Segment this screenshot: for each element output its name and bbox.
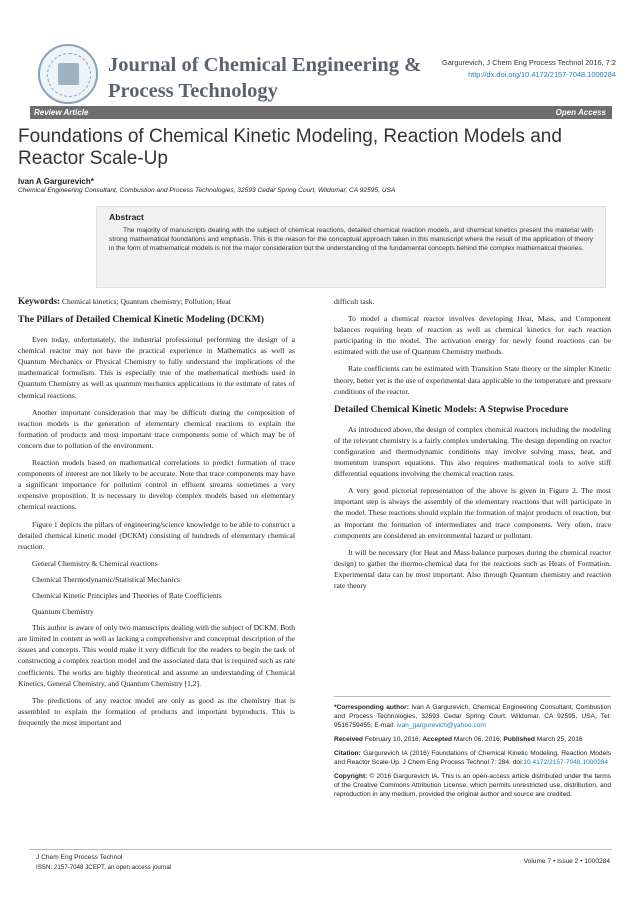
left-column [18, 296, 295, 734]
author-affiliation: Chemical Engineering Consultant, Combustion and Process Technologies, 32593 Cedar Spring Court, Wildomar, CA 92595, USA [18, 187, 396, 194]
article-type-bar [30, 106, 612, 119]
footer-divider [30, 849, 612, 850]
paragraph: It will be necessary (for Heat and Mass balance purposes during the chemical reactor design) to gather the thermo-chemical data for the reactions such as Heats of Formation. Experimental data can be most important. Also through Quantum chemistry and reaction rate theory [334, 547, 611, 590]
header-doi-link[interactable]: http://dx.doi.org/10.4172/2157-7048.1000284 [468, 70, 616, 79]
list-item: Chemical Kinetic Principles and Theories of Rate Coefficients [32, 590, 222, 600]
copyright: Copyright: © 2016 Gargurevich IA. This is an open-access article distributed under the terms of the Creative Commons Attribution License, which permits unrestricted use, distribution, and reproduction in any medium, provided the original author and source are credited. [334, 773, 611, 798]
journal-title[interactable]: Journal of Chemical Engineering & Process Technology [108, 54, 422, 102]
paragraph: difficult task. [334, 297, 375, 306]
paragraph: Even today, unfortunately, the industrial professional performing the design of a chemical reactor may not have the practical experience in Mathematics as well as Quantum Mechanics or Physical Chemistry to fully understand the implications of the mathematical formulism. This is especially true of the mathematical methods used in Quantum Chemistry as well as quantum mechanics applications to the estimate of rates of chemical reactions. [18, 335, 295, 400]
right-column [334, 296, 611, 597]
article-info-box [334, 696, 611, 804]
paragraph: A very good pictorial representation of the above is given in Figure 2. The most important step is always the assembly of the elementary reactions that will participate in the model. These reactions should explain the formation of major products of reaction, but as important the formation of intermediates and trace components. Very often, trace components are considered an environmental hazard or pollutant. [334, 486, 611, 540]
keywords-text: Chemical kinetics; Quantum chemistry; Pollution; Heat [61, 297, 231, 306]
section-heading-stepwise: Detailed Chemical Kinetic Models: A Stepwise Procedure [334, 403, 569, 415]
footer-volume: Volume 7 • Issue 2 • 1000284 [523, 858, 610, 865]
paragraph: Reaction models based on mathematical correlations to predict formation of trace components of interest are not likely to be accurate. Note that trace components may have a significant importance for pollution control in effluent streams sometimes a very expensive proposition. It is necessary to develop complex models based on elementary chemical reactions. [18, 458, 295, 512]
article-title: Foundations of Chemical Kinetic Modeling, Reaction Models and Reactor Scale-Up [18, 126, 562, 169]
abstract-text: The majority of manuscripts dealing with the subject of chemical reactions, detailed chemical reaction models, and chemical kinetics present the material with strong mathematical foundations and emphasis. This is the reason for the conceptual approach taken in this manuscript where the result of the application of theory in the form of mathematical models is not the major consideration but the understanding of the fundamental concepts behind the complex mathematical theories. [109, 227, 593, 253]
footer-journal: J Chem Eng Process Technol [36, 854, 123, 861]
keywords [18, 296, 295, 307]
author-name: Ivan A Gargurevich* [18, 177, 94, 186]
open-access-label: Open Access [555, 108, 606, 117]
section-heading-pillars: The Pillars of Detailed Chemical Kinetic Modeling (DCKM) [18, 314, 264, 326]
paragraph: Figure 1 depicts the pillars of engineering/science knowledge to be able to construct a detailed chemical kinetic model (DCKM) consisting of hundreds of elementary chemical reaction. [18, 519, 295, 551]
paragraph: The predictions of any reactor model are only as good as the chemistry that is assembled to explain the formation of products and important byproducts. This is frequently the most important and [18, 695, 295, 727]
list-item: Quantum Chemistry [32, 607, 94, 617]
paragraph: To model a chemical reactor involves developing Heat, Mass, and Component balances requiring heats of reaction as well as chemical kinetics for each reaction participating in the model. The activation energy for newly found reactions can be estimated with the use of Quantum Chemistry methods. [334, 314, 611, 357]
corresponding-author: *Corresponding author: Ivan A Gargurevich, Chemical Engineering Consultant, Combustion and Process Technologies, 32593 Cedar Spring Court, Wildomar, CA 92595, USA, Tel: 9516759455; E-mail: ivan_gargurevich@yahoo.com [334, 704, 611, 729]
email-link[interactable]: ivan_gargurevich@yahoo.com [396, 722, 486, 729]
abstract-heading: Abstract [109, 212, 144, 222]
list-item: General Chemistry & Chemical reactions [32, 558, 158, 568]
citation-doi-link[interactable]: 10.4172/2157-7048.1000284 [523, 759, 609, 766]
journal-logo [38, 44, 98, 104]
header-citation: Gargurevich, J Chem Eng Process Technol 2016, 7:2 [441, 58, 616, 67]
abstract-box [96, 206, 606, 288]
citation: Citation: Gargurevich IA (2016) Foundations of Chemical Kinetic Modeling, Reaction Models and Reactor Scale-Up. J Chem Eng Process Technol 7: 284. doi:10.4172/2157-7048.1000284 [334, 750, 611, 766]
paragraph: This author is aware of only two manuscripts dealing with the subject of DCKM. Both are limited in content as well as lacking a comprehensive and conceptual description of the issues and concepts. This would make it very difficult for the readers to begin the task of constructing a complex reaction model and the associated data that is required such as rate coefficients. The works are highly theoretical and assume an understanding of Chemical Kinetics, General Chemistry, and Quantum Chemistry [1,2]. [18, 623, 295, 688]
footer-issn: ISSN: 2157-7048 JCEPT, an open access journal [36, 864, 172, 871]
dates: Received February 10, 2016; Accepted March 06, 2016; Published March 25, 2016 [334, 736, 583, 743]
paragraph: As introduced above, the design of complex chemical reactors including the modeling of the relevant chemistry is a fairly complex undertaking. The design depending on reactor configuration and thermodynamic conditions may involve solving mass, heat, and momentum transport equations. This also requires mathematical tools to solve stiff differential equations involving the chemical reaction rates. [334, 424, 611, 479]
paragraph: Rate coefficients can be estimated with Transition State theory or the simpler Kinetic theory, better yet is the use of experimental data applicable to the temperature and pressure conditions of the reactor. [334, 364, 611, 396]
paragraph: Another important consideration that may be difficult during the composition of reaction models is the generation of elementary chemical reactions to explain the formation of products and most important trace components some of which may be of concern due to pollution of the environment. [18, 407, 295, 450]
article-type-label: Review Article [34, 108, 89, 117]
keywords-label: Keywords: [18, 296, 60, 306]
list-item: Chemical Thermodynamic/Statistical Mechanics [32, 574, 180, 584]
